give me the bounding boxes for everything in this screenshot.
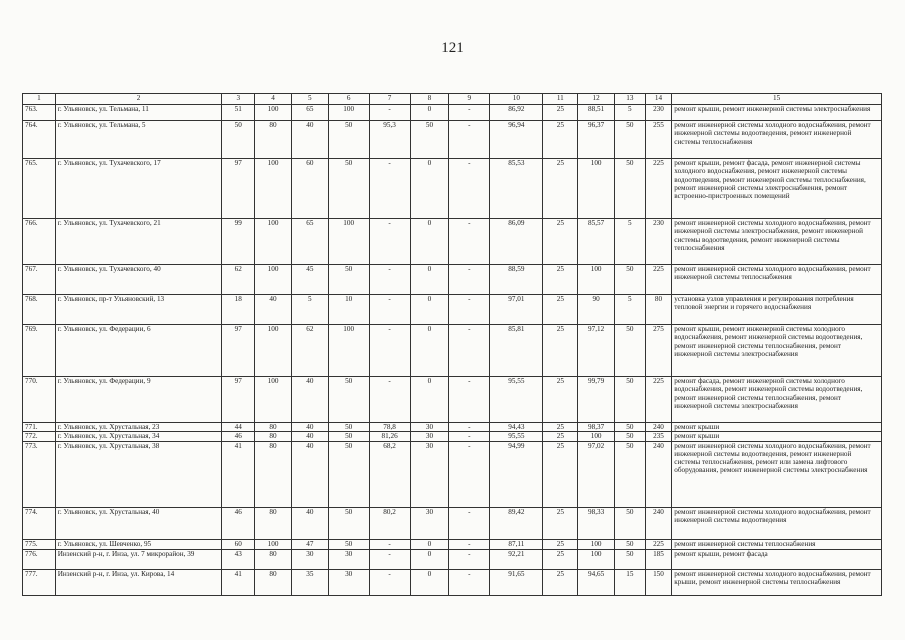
- value-cell: 96,94: [490, 121, 543, 159]
- row-number: 774.: [23, 507, 56, 539]
- value-cell: 95,55: [490, 432, 543, 441]
- value-cell: -: [449, 325, 490, 377]
- value-cell: 50: [328, 441, 369, 507]
- value-cell: 50: [615, 432, 646, 441]
- value-cell: 97: [222, 325, 255, 377]
- table-row: [23, 432, 882, 441]
- value-cell: 65: [291, 105, 328, 121]
- value-cell: 100: [578, 265, 615, 295]
- row-number: 763.: [23, 105, 56, 121]
- row-number: 775.: [23, 539, 56, 549]
- value-cell: -: [449, 105, 490, 121]
- column-number: 7: [369, 94, 410, 105]
- value-cell: 0: [410, 377, 449, 423]
- column-number: 9: [449, 94, 490, 105]
- value-cell: 41: [222, 569, 255, 595]
- value-cell: 85,53: [490, 159, 543, 219]
- value-cell: -: [449, 507, 490, 539]
- table-row: [23, 539, 882, 549]
- value-cell: 99,79: [578, 377, 615, 423]
- value-cell: -: [449, 377, 490, 423]
- value-cell: 0: [410, 159, 449, 219]
- value-cell: 25: [543, 265, 578, 295]
- value-cell: 0: [410, 105, 449, 121]
- row-number: 766.: [23, 219, 56, 265]
- value-cell: 40: [255, 295, 292, 325]
- value-cell: 40: [291, 432, 328, 441]
- value-cell: 50: [328, 507, 369, 539]
- value-cell: 275: [645, 325, 672, 377]
- column-number: 14: [645, 94, 672, 105]
- value-cell: 80: [255, 432, 292, 441]
- value-cell: 50: [615, 423, 646, 432]
- value-cell: 25: [543, 441, 578, 507]
- column-number: 3: [222, 94, 255, 105]
- value-cell: 10: [328, 295, 369, 325]
- value-cell: 50: [615, 377, 646, 423]
- value-cell: 225: [645, 159, 672, 219]
- works-cell: ремонт инженерной системы холодного водоснабжения, ремонт инженерной системы водоотведения, ремонт инженерной системы теплоснабжения, ремонт или замена лифтового оборудования, ремонт инженерной системы электроснабжения: [672, 441, 882, 507]
- value-cell: 86,92: [490, 105, 543, 121]
- value-cell: 30: [410, 423, 449, 432]
- value-cell: 100: [255, 219, 292, 265]
- value-cell: 80: [255, 569, 292, 595]
- value-cell: 100: [255, 265, 292, 295]
- address-cell: г. Ульяновск, ул. Федерации, 9: [55, 377, 222, 423]
- value-cell: 50: [615, 121, 646, 159]
- address-cell: г. Ульяновск, ул. Хрустальная, 38: [55, 441, 222, 507]
- value-cell: 240: [645, 441, 672, 507]
- value-cell: 80: [255, 423, 292, 432]
- value-cell: -: [369, 549, 410, 569]
- works-cell: ремонт крыши: [672, 423, 882, 432]
- value-cell: 100: [328, 325, 369, 377]
- value-cell: 89,42: [490, 507, 543, 539]
- value-cell: 30: [291, 549, 328, 569]
- address-cell: Инзенский р-н, г. Инза, ул. 7 микрорайон, 39: [55, 549, 222, 569]
- address-cell: г. Ульяновск, ул. Тельмана, 5: [55, 121, 222, 159]
- value-cell: 225: [645, 539, 672, 549]
- value-cell: 25: [543, 105, 578, 121]
- value-cell: 91,65: [490, 569, 543, 595]
- row-number: 767.: [23, 265, 56, 295]
- value-cell: 60: [222, 539, 255, 549]
- value-cell: 62: [291, 325, 328, 377]
- table-row: [23, 423, 882, 432]
- value-cell: 30: [328, 549, 369, 569]
- value-cell: 97: [222, 159, 255, 219]
- value-cell: 25: [543, 423, 578, 432]
- value-cell: 240: [645, 507, 672, 539]
- value-cell: -: [449, 265, 490, 295]
- value-cell: 90: [578, 295, 615, 325]
- value-cell: 25: [543, 432, 578, 441]
- value-cell: 0: [410, 569, 449, 595]
- value-cell: -: [369, 295, 410, 325]
- value-cell: 50: [615, 325, 646, 377]
- value-cell: 100: [578, 539, 615, 549]
- value-cell: 99: [222, 219, 255, 265]
- address-cell: г. Ульяновск, ул. Тухачевского, 40: [55, 265, 222, 295]
- value-cell: 40: [291, 423, 328, 432]
- value-cell: 5: [615, 105, 646, 121]
- table-row: [23, 325, 882, 377]
- value-cell: 98,37: [578, 423, 615, 432]
- value-cell: 25: [543, 539, 578, 549]
- value-cell: 225: [645, 377, 672, 423]
- value-cell: 97,01: [490, 295, 543, 325]
- value-cell: 235: [645, 432, 672, 441]
- value-cell: 60: [291, 159, 328, 219]
- column-number: 4: [255, 94, 292, 105]
- value-cell: 97,12: [578, 325, 615, 377]
- row-number: 764.: [23, 121, 56, 159]
- value-cell: 25: [543, 549, 578, 569]
- value-cell: -: [449, 121, 490, 159]
- works-cell: ремонт крыши: [672, 432, 882, 441]
- column-number: 13: [615, 94, 646, 105]
- value-cell: 87,11: [490, 539, 543, 549]
- address-cell: г. Ульяновск, ул. Тельмана, 11: [55, 105, 222, 121]
- table-row: [23, 441, 882, 507]
- value-cell: 50: [222, 121, 255, 159]
- value-cell: 40: [291, 377, 328, 423]
- value-cell: 0: [410, 265, 449, 295]
- column-number: 5: [291, 94, 328, 105]
- value-cell: 255: [645, 121, 672, 159]
- table-row: [23, 377, 882, 423]
- table-row: [23, 569, 882, 595]
- works-cell: ремонт инженерной системы холодного водоснабжения, ремонт инженерной системы водоотведения, ремонт инженерной системы теплоснабжения: [672, 121, 882, 159]
- value-cell: -: [449, 219, 490, 265]
- works-cell: ремонт инженерной системы холодного водоснабжения, ремонт инженерной системы электроснабжения, ремонт инженерной системы водоотведения, ремонт инженерной системы теплоснабжения: [672, 219, 882, 265]
- value-cell: 0: [410, 549, 449, 569]
- value-cell: 88,59: [490, 265, 543, 295]
- column-number: 8: [410, 94, 449, 105]
- value-cell: 25: [543, 507, 578, 539]
- works-cell: ремонт инженерной системы холодного водоснабжения, ремонт крыши, ремонт инженерной системы теплоснабжения: [672, 569, 882, 595]
- works-cell: ремонт фасада, ремонт инженерной системы холодного водоснабжения, ремонт инженерной системы водоотведения, ремонт инженерной системы теплоснабжения, ремонт инженерной системы электроснабжения: [672, 377, 882, 423]
- value-cell: 46: [222, 507, 255, 539]
- value-cell: 240: [645, 423, 672, 432]
- table-row: [23, 549, 882, 569]
- value-cell: 50: [615, 507, 646, 539]
- value-cell: -: [369, 539, 410, 549]
- value-cell: 50: [615, 159, 646, 219]
- address-cell: Инзенский р-н, г. Инза, ул. Кирова, 14: [55, 569, 222, 595]
- value-cell: 25: [543, 295, 578, 325]
- row-number: 769.: [23, 325, 56, 377]
- row-number: 777.: [23, 569, 56, 595]
- value-cell: -: [369, 159, 410, 219]
- value-cell: 30: [410, 432, 449, 441]
- row-number: 771.: [23, 423, 56, 432]
- works-cell: ремонт крыши, ремонт фасада, ремонт инженерной системы холодного водоснабжения, ремонт инженерной системы водоотведения, ремонт инженерной системы теплоснабжения, ремонт инженерной системы электроснабжения, ремонт встроенно-пристроенных помещений: [672, 159, 882, 219]
- works-cell: ремонт инженерной системы холодного водоснабжения, ремонт инженерной системы водоотведения: [672, 507, 882, 539]
- address-cell: г. Ульяновск, ул. Шевченко, 95: [55, 539, 222, 549]
- value-cell: 0: [410, 325, 449, 377]
- value-cell: 25: [543, 159, 578, 219]
- value-cell: 50: [328, 121, 369, 159]
- value-cell: 41: [222, 441, 255, 507]
- row-number: 776.: [23, 549, 56, 569]
- address-cell: г. Ульяновск, ул. Тухачевского, 21: [55, 219, 222, 265]
- value-cell: -: [449, 549, 490, 569]
- value-cell: 100: [255, 325, 292, 377]
- value-cell: -: [369, 325, 410, 377]
- value-cell: 100: [255, 539, 292, 549]
- value-cell: 98,33: [578, 507, 615, 539]
- column-number: 11: [543, 94, 578, 105]
- row-number: 772.: [23, 432, 56, 441]
- value-cell: 100: [255, 159, 292, 219]
- value-cell: 100: [578, 549, 615, 569]
- works-cell: ремонт крыши, ремонт фасада: [672, 549, 882, 569]
- value-cell: 150: [645, 569, 672, 595]
- value-cell: 225: [645, 265, 672, 295]
- value-cell: 15: [615, 569, 646, 595]
- value-cell: 46: [222, 432, 255, 441]
- value-cell: 94,99: [490, 441, 543, 507]
- value-cell: 0: [410, 295, 449, 325]
- value-cell: 62: [222, 265, 255, 295]
- value-cell: 100: [255, 377, 292, 423]
- row-number: 770.: [23, 377, 56, 423]
- value-cell: 50: [328, 539, 369, 549]
- value-cell: 43: [222, 549, 255, 569]
- value-cell: 50: [328, 159, 369, 219]
- value-cell: 50: [328, 423, 369, 432]
- column-number-row: [23, 94, 882, 105]
- value-cell: -: [369, 219, 410, 265]
- column-number: 12: [578, 94, 615, 105]
- value-cell: 65: [291, 219, 328, 265]
- value-cell: 80: [255, 441, 292, 507]
- value-cell: -: [369, 377, 410, 423]
- value-cell: 25: [543, 569, 578, 595]
- address-cell: г. Ульяновск, ул. Тухачевского, 17: [55, 159, 222, 219]
- value-cell: 80: [255, 549, 292, 569]
- value-cell: 5: [615, 295, 646, 325]
- value-cell: 40: [291, 121, 328, 159]
- column-number: 15: [672, 94, 882, 105]
- address-cell: г. Ульяновск, ул. Хрустальная, 40: [55, 507, 222, 539]
- value-cell: 100: [328, 219, 369, 265]
- address-cell: г. Ульяновск, ул. Федерации, 6: [55, 325, 222, 377]
- value-cell: 230: [645, 105, 672, 121]
- table-row: [23, 219, 882, 265]
- value-cell: 35: [291, 569, 328, 595]
- value-cell: -: [449, 539, 490, 549]
- value-cell: 25: [543, 219, 578, 265]
- value-cell: 85,81: [490, 325, 543, 377]
- address-cell: г. Ульяновск, пр-т Ульяновский, 13: [55, 295, 222, 325]
- value-cell: 50: [328, 265, 369, 295]
- value-cell: 50: [615, 265, 646, 295]
- value-cell: 40: [291, 441, 328, 507]
- value-cell: 100: [578, 432, 615, 441]
- value-cell: 5: [615, 219, 646, 265]
- value-cell: -: [369, 569, 410, 595]
- value-cell: 5: [291, 295, 328, 325]
- works-cell: ремонт инженерной системы холодного водоснабжения, ремонт инженерной системы теплоснабжения: [672, 265, 882, 295]
- value-cell: -: [449, 423, 490, 432]
- value-cell: 18: [222, 295, 255, 325]
- page-number: 121: [441, 40, 464, 56]
- value-cell: 85,57: [578, 219, 615, 265]
- value-cell: 80: [255, 507, 292, 539]
- value-cell: 30: [410, 441, 449, 507]
- value-cell: 94,65: [578, 569, 615, 595]
- value-cell: 94,43: [490, 423, 543, 432]
- value-cell: 92,21: [490, 549, 543, 569]
- value-cell: -: [369, 105, 410, 121]
- value-cell: 0: [410, 219, 449, 265]
- value-cell: 68,2: [369, 441, 410, 507]
- value-cell: 25: [543, 377, 578, 423]
- value-cell: 44: [222, 423, 255, 432]
- value-cell: -: [449, 159, 490, 219]
- address-cell: г. Ульяновск, ул. Хрустальная, 23: [55, 423, 222, 432]
- value-cell: 50: [615, 539, 646, 549]
- value-cell: 25: [543, 325, 578, 377]
- value-cell: 100: [328, 105, 369, 121]
- value-cell: 50: [615, 549, 646, 569]
- value-cell: 78,8: [369, 423, 410, 432]
- value-cell: 50: [410, 121, 449, 159]
- value-cell: 80: [645, 295, 672, 325]
- value-cell: 100: [255, 105, 292, 121]
- table-row: [23, 159, 882, 219]
- value-cell: 86,09: [490, 219, 543, 265]
- value-cell: 96,37: [578, 121, 615, 159]
- works-cell: ремонт крыши, ремонт инженерной системы холодного водоснабжения, ремонт инженерной системы водоотведения, ремонт инженерной системы теплоснабжения, ремонт инженерной системы электроснабжения: [672, 325, 882, 377]
- value-cell: 30: [410, 507, 449, 539]
- table-row: [23, 265, 882, 295]
- value-cell: 88,51: [578, 105, 615, 121]
- value-cell: 30: [328, 569, 369, 595]
- value-cell: 80,2: [369, 507, 410, 539]
- value-cell: 100: [578, 159, 615, 219]
- value-cell: -: [449, 569, 490, 595]
- value-cell: 230: [645, 219, 672, 265]
- address-cell: г. Ульяновск, ул. Хрустальная, 34: [55, 432, 222, 441]
- value-cell: 95,3: [369, 121, 410, 159]
- value-cell: 97,02: [578, 441, 615, 507]
- works-cell: ремонт крыши, ремонт инженерной системы электроснабжения: [672, 105, 882, 121]
- repair-program-table: [22, 93, 882, 596]
- value-cell: 80: [255, 121, 292, 159]
- row-number: 765.: [23, 159, 56, 219]
- value-cell: 50: [328, 432, 369, 441]
- value-cell: 0: [410, 539, 449, 549]
- table-row: [23, 507, 882, 539]
- value-cell: -: [449, 441, 490, 507]
- value-cell: 95,55: [490, 377, 543, 423]
- works-cell: установка узлов управления и регулирования потребления тепловой энергии и горячего водоснабжения: [672, 295, 882, 325]
- value-cell: 40: [291, 507, 328, 539]
- row-number: 768.: [23, 295, 56, 325]
- value-cell: -: [449, 432, 490, 441]
- value-cell: 45: [291, 265, 328, 295]
- value-cell: 50: [615, 441, 646, 507]
- value-cell: 50: [328, 377, 369, 423]
- table-row: [23, 121, 882, 159]
- value-cell: 185: [645, 549, 672, 569]
- value-cell: 97: [222, 377, 255, 423]
- value-cell: 47: [291, 539, 328, 549]
- value-cell: -: [369, 265, 410, 295]
- column-number: 2: [55, 94, 222, 105]
- column-number: 1: [23, 94, 56, 105]
- table-row: [23, 105, 882, 121]
- works-cell: ремонт инженерной системы теплоснабжения: [672, 539, 882, 549]
- column-number: 6: [328, 94, 369, 105]
- column-number: 10: [490, 94, 543, 105]
- value-cell: 81,26: [369, 432, 410, 441]
- table-row: [23, 295, 882, 325]
- value-cell: 51: [222, 105, 255, 121]
- value-cell: 25: [543, 121, 578, 159]
- value-cell: -: [449, 295, 490, 325]
- row-number: 773.: [23, 441, 56, 507]
